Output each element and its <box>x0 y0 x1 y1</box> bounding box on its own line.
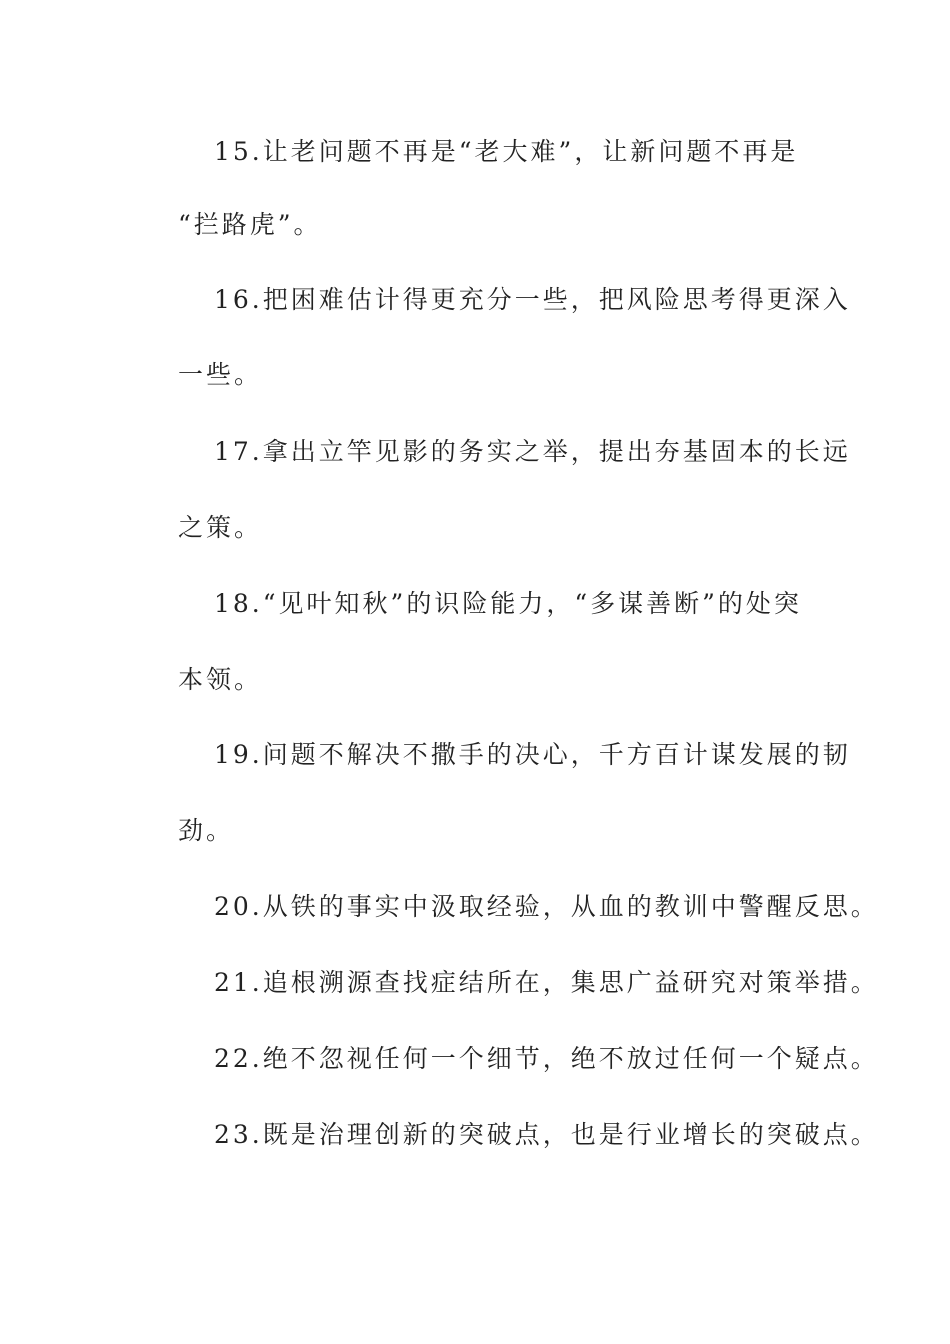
paragraph-20: 20.从铁的事实中汲取经验，从血的教训中警醒反思。 <box>214 892 879 921</box>
paragraph-18-line-2: 本领。 <box>178 665 263 694</box>
paragraph-21: 21.追根溯源查找症结所在，集思广益研究对策举措。 <box>214 968 879 997</box>
paragraph-19-line-1: 19.问题不解决不撒手的决心，千方百计谋发展的韧 <box>214 740 851 769</box>
paragraph-15-line-1: 15.让老问题不再是“老大难”，让新问题不再是 <box>214 137 799 166</box>
paragraph-23: 23.既是治理创新的突破点，也是行业增长的突破点。 <box>214 1120 879 1149</box>
paragraph-16-line-1: 16.把困难估计得更充分一些，把风险思考得更深入 <box>214 285 851 314</box>
paragraph-19-line-2: 劲。 <box>178 816 235 845</box>
paragraph-15-line-2: “拦路虎”。 <box>178 210 322 239</box>
paragraph-22: 22.绝不忽视任何一个细节，绝不放过任何一个疑点。 <box>214 1044 879 1073</box>
paragraph-16-line-2: 一些。 <box>178 360 263 389</box>
paragraph-17-line-1: 17.拿出立竿见影的务实之举，提出夯基固本的长远 <box>214 437 851 466</box>
paragraph-18-line-1: 18.“见叶知秋”的识险能力，“多谋善断”的处突 <box>214 589 802 618</box>
paragraph-17-line-2: 之策。 <box>178 513 263 542</box>
